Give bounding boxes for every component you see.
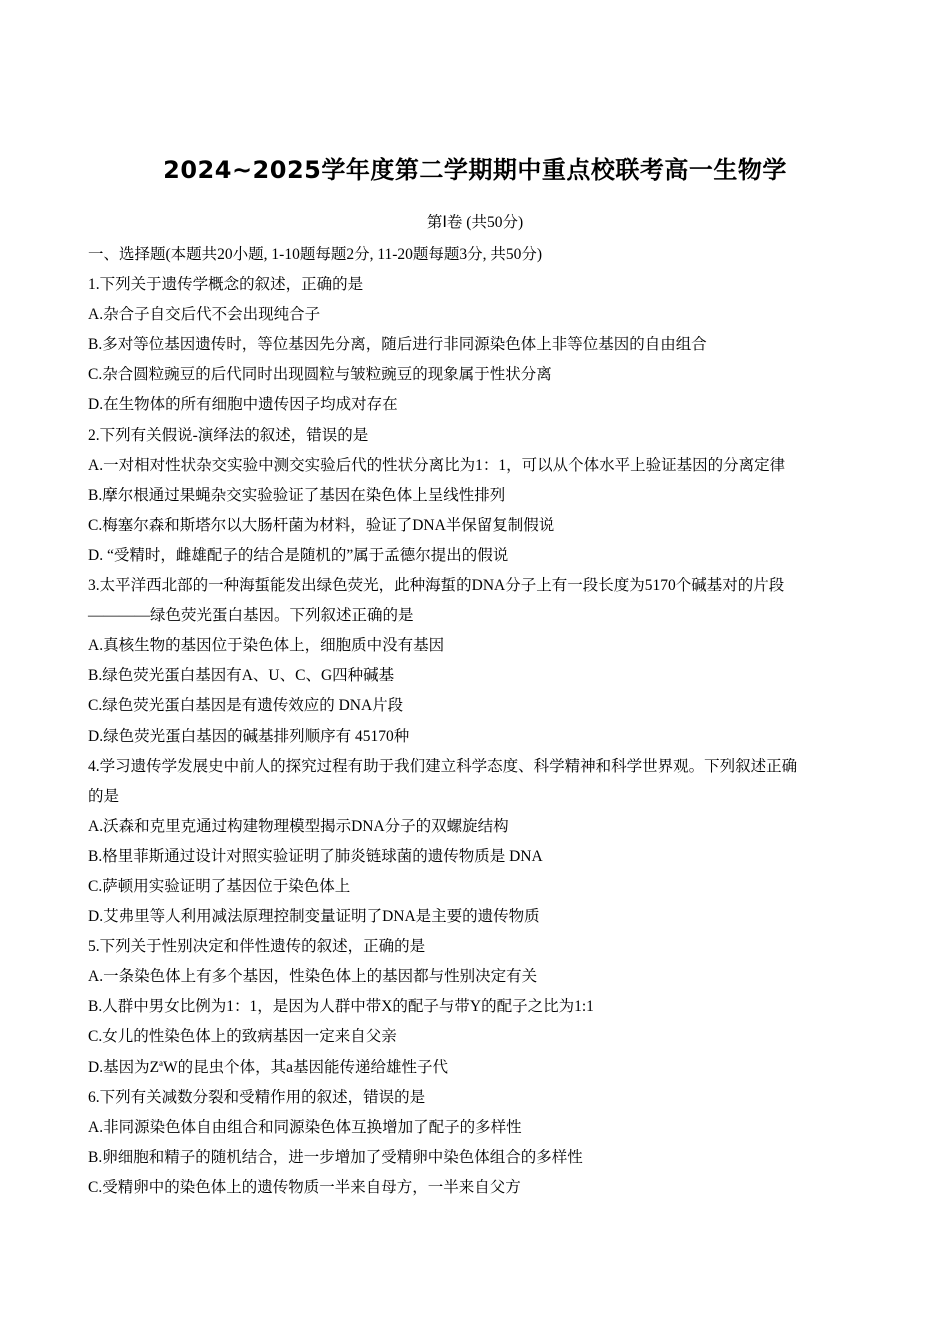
question-3-stem-line1: 3.太平洋西北部的一种海蜇能发出绿色荧光，此种海蜇的DNA分子上有一段长度为5170个碱基对的片段 [88,577,785,595]
part-header: 第Ⅰ卷 (共50分) [426,214,524,231]
question-5-option-d-superscript: a [159,1057,164,1068]
question-5-option-d-post: W的昆虫个体，其a基因能传递给雄性子代 [163,1058,449,1076]
question-6-option-b: B.卵细胞和精子的随机结合，进一步增加了受精卵中染色体组合的多样性 [88,1148,583,1166]
question-1-option-a: A.杂合子自交后代不会出现纯合子 [88,306,321,324]
question-5-option-a: A.一条染色体上有多个基因，性染色体上的基因都与性别决定有关 [88,968,538,986]
question-5-option-d [88,1053,878,1083]
question-3-option-c: C.绿色荧光蛋白基因是有遗传效应的 DNA片段 [88,697,404,715]
question-5-option-b: B.人群中男女比例为1：1，是因为人群中带X的配子与带Y的配子之比为1:1 [88,998,594,1016]
question-list [88,240,878,1203]
question-5-option-c: C.女儿的性染色体上的致病基因一定来自父亲 [88,1028,397,1046]
question-4-option-d: D.艾弗里等人利用减法原理控制变量证明了DNA是主要的遗传物质 [88,908,540,926]
question-4-stem-line2: 的是 [88,787,120,805]
question-4-option-a: A.沃森和克里克通过构建物理模型揭示DNA分子的双螺旋结构 [88,817,509,835]
question-6-option-a: A.非同源染色体自由组合和同源染色体互换增加了配子的多样性 [88,1118,522,1136]
question-4-stem-line1: 4.学习遗传学发展史中前人的探究过程有助于我们建立科学态度、科学精神和科学世界观。下列叙述正确 [88,757,798,775]
question-2-option-a: A.一对相对性状杂交实验中测交实验后代的性状分离比为1：1，可以从个体水平上验证基因的分离定律 [88,456,786,474]
question-3-option-a: A.真核生物的基因位于染色体上，细胞质中没有基因 [88,637,445,655]
question-1-option-b: B.多对等位基因遗传时，等位基因先分离，随后进行非同源染色体上非等位基因的自由组合 [88,336,707,354]
section-header: 一、选择题(本题共20小题, 1-10题每题2分, 11-20题每题3分, 共50分) [88,246,543,263]
question-1-option-c: C.杂合圆粒豌豆的后代同时出现圆粒与皱粒豌豆的现象属于性状分离 [88,366,552,384]
question-1-stem: 1.下列关于遗传学概念的叙述，正确的是 [88,276,364,294]
exam-title: 2024~2025学年度第二学期期中重点校联考高一生物学 [163,156,787,184]
question-5-stem: 5.下列关于性别决定和伴性遗传的叙述，正确的是 [88,938,426,956]
question-4-option-b: B.格里菲斯通过设计对照实验证明了肺炎链球菌的遗传物质是 DNA [88,847,543,865]
question-1-option-d: D.在生物体的所有细胞中遗传因子均成对存在 [88,396,398,414]
question-3-stem-line2: ————绿色荧光蛋白基因。下列叙述正确的是 [88,607,414,625]
question-4-option-c: C.萨顿用实验证明了基因位于染色体上 [88,877,351,895]
question-2-stem: 2.下列有关假说-演绎法的叙述，错误的是 [88,426,369,444]
question-6-stem: 6.下列有关减数分裂和受精作用的叙述，错误的是 [88,1088,426,1106]
question-3-option-d: D.绿色荧光蛋白基因的碱基排列顺序有 45170种 [88,727,410,745]
question-3-option-b: B.绿色荧光蛋白基因有A、U、C、G四种碱基 [88,667,395,685]
question-2-option-d: D. “受精时，雌雄配子的结合是随机的”属于孟德尔提出的假说 [88,546,509,564]
question-6-option-c: C.受精卵中的染色体上的遗传物质一半来自母方，一半来自父方 [88,1178,521,1196]
question-2-option-c: C.梅塞尔森和斯塔尔以大肠杆菌为材料，验证了DNA半保留复制假说 [88,516,555,534]
question-2-option-b: B.摩尔根通过果蝇杂交实验验证了基因在染色体上呈线性排列 [88,486,506,504]
question-5-option-d-pre: D.基因为Z [88,1058,160,1076]
